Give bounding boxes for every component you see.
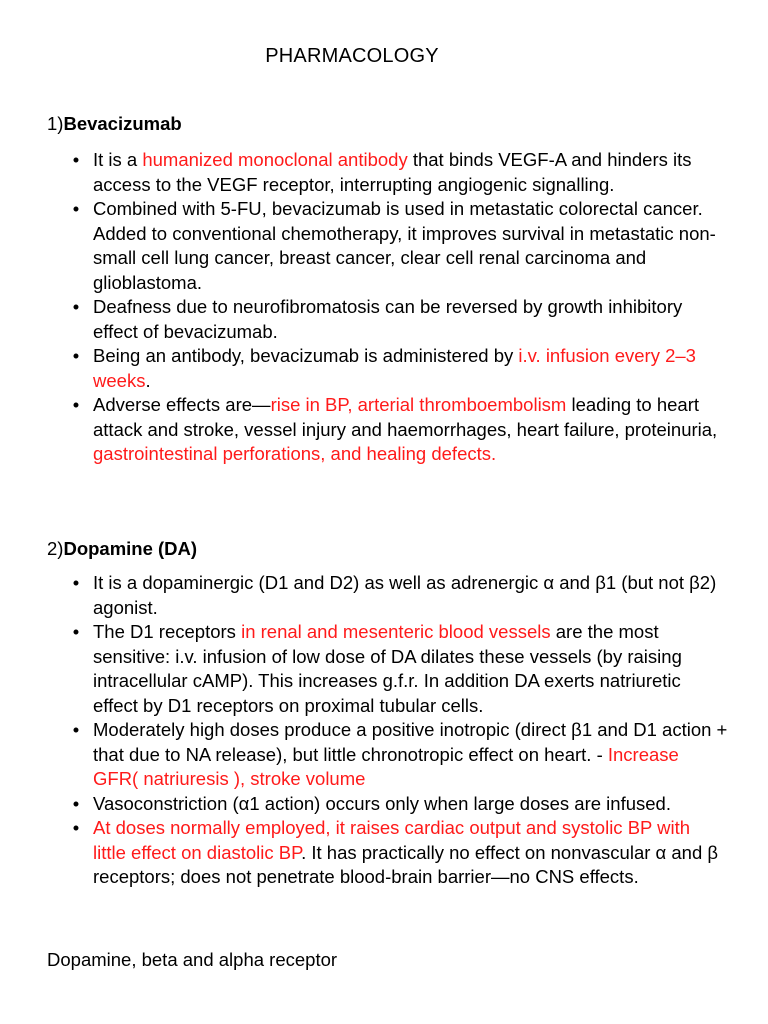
section-name: Dopamine (DA) bbox=[63, 538, 198, 559]
highlighted-text: humanized monoclonal antibody bbox=[142, 149, 408, 170]
bullet-dot-icon: • bbox=[72, 198, 80, 219]
bullet-dot-icon: • bbox=[72, 719, 80, 740]
bullet-text: Being an antibody, bevacizumab is administered by bbox=[93, 345, 519, 366]
highlighted-text: Increase GFR( natriuresis ), stroke volume bbox=[93, 743, 679, 789]
bullet-text: It is a bbox=[93, 149, 143, 170]
bullet-dot-icon: • bbox=[72, 817, 80, 838]
section-number: 2) bbox=[47, 538, 64, 559]
bullet-item bbox=[0, 571, 768, 620]
bullet-dot-icon: • bbox=[72, 149, 80, 170]
bullet-item bbox=[0, 344, 768, 393]
bullet-item bbox=[0, 148, 768, 197]
bullet-dot-icon: • bbox=[72, 345, 80, 366]
bullet-text: are the most sensitive: i.v. infusion of low dose of DA dilates these vessels (by raising intracellular cAMP). This increases g.f.r. In addition DA exerts natriuretic effect by D1 receptors on proximal tubular cells. bbox=[93, 621, 682, 716]
highlighted-text: in renal and mesenteric blood vessels bbox=[241, 621, 551, 642]
bullet-text: Deafness due to neurofibromatosis can be reversed by growth inhibitory effect of bevacizumab. bbox=[93, 296, 683, 342]
bullet-item bbox=[0, 197, 768, 295]
page-title: PHARMACOLOGY bbox=[265, 45, 439, 67]
highlighted-text: gastrointestinal perforations, and healing defects. bbox=[93, 443, 497, 464]
bullet-dot-icon: • bbox=[72, 296, 80, 317]
bullet-text: It is a dopaminergic (D1 and D2) as well as adrenergic α and β1 (but not β2) agonist. bbox=[93, 572, 717, 618]
section-heading-dopamine bbox=[47, 537, 197, 562]
bullet-dot-icon: • bbox=[72, 572, 80, 593]
bullet-dot-icon: • bbox=[72, 792, 80, 814]
bullet-text: that binds VEGF-A and hinders its access to the VEGF receptor, interrupting angiogenic signalling. bbox=[93, 149, 692, 195]
bullet-item bbox=[0, 620, 768, 718]
bullet-text: Vasoconstriction (α1 action) occurs only when large doses are infused. bbox=[93, 792, 671, 814]
bullet-dot-icon: • bbox=[72, 621, 80, 642]
bullet-text: Moderately high doses produce a positive inotropic (direct β1 and D1 action + that due to NA release), but little chronotropic effect on heart. - bbox=[93, 719, 728, 765]
highlighted-text: i.v. infusion every 2–3 weeks bbox=[93, 345, 696, 391]
bullet-item bbox=[0, 295, 768, 344]
section-name: Bevacizumab bbox=[63, 113, 182, 134]
footer-note: Dopamine, beta and alpha receptor bbox=[47, 949, 338, 970]
bullet-item bbox=[0, 718, 768, 792]
bullet-text: Combined with 5-FU, bevacizumab is used in metastatic colorectal cancer. Added to conventional chemotherapy, it improves survival in metastatic non-small cell lung cancer, breast cancer, clear cell renal carcinoma and glioblastoma. bbox=[93, 198, 716, 293]
bullet-text: leading to heart attack and stroke, vessel injury and haemorrhages, heart failure, proteinuria, bbox=[93, 394, 718, 440]
bullet-item bbox=[0, 816, 768, 890]
bullet-text: The D1 receptors bbox=[93, 621, 242, 642]
highlighted-text: At doses normally employed, it raises cardiac output and systolic BP with little effect on diastolic BP bbox=[93, 817, 691, 863]
bullet-text: . It has practically no effect on nonvascular α and β receptors; does not penetrate blood-brain barrier—no CNS effects. bbox=[93, 841, 719, 887]
bullet-text: . bbox=[145, 369, 151, 391]
bullet-text: Adverse effects are— bbox=[93, 394, 271, 415]
bullet-item bbox=[0, 792, 768, 817]
bevacizumab-bullet-list bbox=[0, 148, 768, 467]
highlighted-text: rise in BP, arterial thromboembolism bbox=[270, 394, 567, 415]
bullet-dot-icon: • bbox=[72, 394, 80, 415]
section-heading-bevacizumab bbox=[47, 112, 182, 137]
section-number: 1) bbox=[47, 113, 64, 134]
dopamine-bullet-list bbox=[0, 571, 768, 890]
bullet-item bbox=[0, 393, 768, 467]
